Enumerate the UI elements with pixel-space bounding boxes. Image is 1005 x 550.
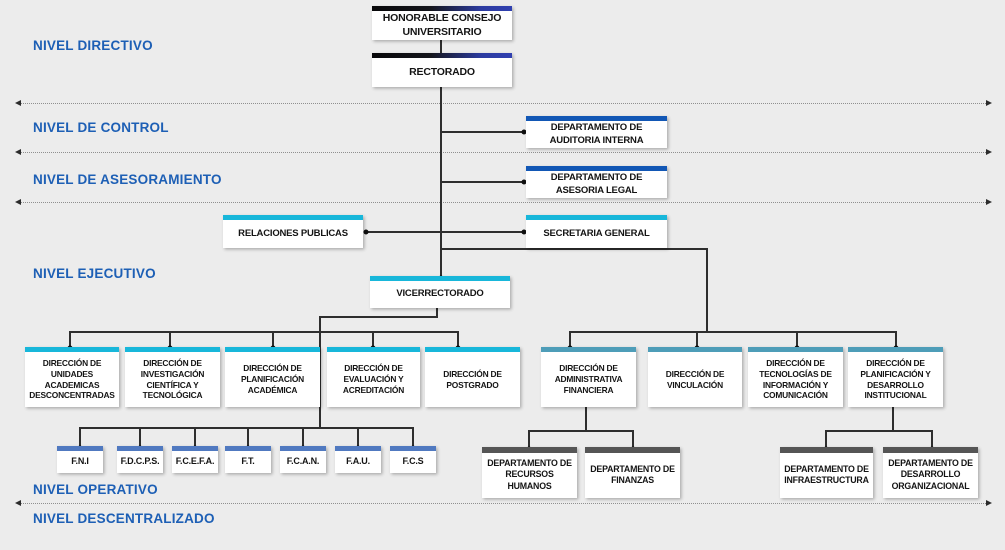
connector-line bbox=[247, 427, 249, 447]
org-node-departamento-finanzas: DEPARTAMENTO DE FINANZAS bbox=[585, 447, 680, 498]
org-node-departamento-asesoria-legal: DEPARTAMENTO DE ASESORIA LEGAL bbox=[526, 166, 667, 198]
level-divider bbox=[17, 152, 990, 153]
connector-line bbox=[569, 331, 897, 333]
accent-bar-teal bbox=[648, 347, 742, 352]
accent-bar-cyan bbox=[370, 276, 510, 281]
divider-left-arrow-icon bbox=[12, 199, 21, 205]
org-node-facultad-fau: F.A.U. bbox=[335, 446, 381, 473]
divider-left-arrow-icon bbox=[12, 500, 21, 506]
connector-line bbox=[706, 248, 708, 332]
accent-bar-facblue bbox=[225, 446, 271, 451]
org-node-direccion-planificacion-desarrollo: DIRECCIÓN DE PLANIFICACIÓN Y DESARROLLO INSTITUCIONAL bbox=[848, 347, 943, 407]
level-divider bbox=[17, 202, 990, 203]
org-node-facultad-fdcps: F.D.C.P.S. bbox=[117, 446, 163, 473]
accent-bar-cyan bbox=[526, 215, 667, 220]
org-node-relaciones-publicas: RELACIONES PUBLICAS bbox=[223, 215, 363, 248]
accent-bar-blue bbox=[526, 166, 667, 171]
org-node-facultad-fcs: F.C.S bbox=[390, 446, 436, 473]
accent-bar-facblue bbox=[57, 446, 103, 451]
accent-bar-cyan bbox=[425, 347, 520, 352]
org-node-departamento-desarrollo-organizacional: DEPARTAMENTO DE DESARROLLO ORGANIZACIONAL bbox=[883, 447, 978, 498]
org-node-direccion-vinculacion: DIRECCIÓN DE VINCULACIÓN bbox=[648, 347, 742, 407]
connector-line bbox=[825, 430, 827, 448]
accent-bar-gray bbox=[585, 447, 680, 453]
accent-bar-facblue bbox=[117, 446, 163, 451]
accent-bar-facblue bbox=[280, 446, 326, 451]
accent-bar-teal bbox=[848, 347, 943, 352]
accent-bar-gray bbox=[780, 447, 873, 453]
divider-right-arrow-icon bbox=[986, 100, 995, 106]
connector-line bbox=[931, 430, 933, 448]
org-node-departamento-infraestructura: DEPARTAMENTO DE INFRAESTRUCTURA bbox=[780, 447, 873, 498]
connector-line bbox=[194, 427, 196, 447]
level-label-asesoramiento: NIVEL DE ASESORAMIENTO bbox=[33, 172, 222, 187]
connector-line bbox=[440, 181, 526, 183]
org-node-direccion-postgrado: DIRECCIÓN DE POSTGRADO bbox=[425, 347, 520, 407]
accent-bar-cyan bbox=[223, 215, 363, 220]
divider-left-arrow-icon bbox=[12, 149, 21, 155]
org-node-departamento-recursos-humanos: DEPARTAMENTO DE RECURSOS HUMANOS bbox=[482, 447, 577, 498]
accent-bar-blue bbox=[526, 116, 667, 121]
org-node-facultad-fni: F.N.I bbox=[57, 446, 103, 473]
org-node-honorable-consejo-universitario: HONORABLE CONSEJO UNIVERSITARIO bbox=[372, 6, 512, 40]
accent-bar-gray bbox=[482, 447, 577, 453]
accent-bar-navy bbox=[372, 53, 512, 58]
connector-line bbox=[364, 231, 526, 233]
org-node-direccion-tecnologias: DIRECCIÓN DE TECNOLOGÍAS DE INFORMACIÓN Y COMUNICACIÓN bbox=[748, 347, 843, 407]
connector-line bbox=[440, 131, 526, 133]
org-node-facultad-fcefa: F.C.E.F.A. bbox=[172, 446, 218, 473]
accent-bar-cyan bbox=[125, 347, 220, 352]
level-label-directivo: NIVEL DIRECTIVO bbox=[33, 38, 153, 53]
accent-bar-navy bbox=[372, 6, 512, 11]
connector-line bbox=[632, 430, 634, 448]
connector-line bbox=[302, 427, 304, 447]
connector-line bbox=[585, 407, 587, 431]
level-divider bbox=[17, 103, 990, 104]
accent-bar-facblue bbox=[390, 446, 436, 451]
connector-line bbox=[357, 427, 359, 447]
connector-line bbox=[320, 316, 438, 318]
accent-bar-teal bbox=[541, 347, 636, 352]
accent-bar-cyan bbox=[25, 347, 119, 352]
org-node-direccion-unidades-academicas: DIRECCIÓN DE UNIDADES ACADEMICAS DESCONCENTRADAS bbox=[25, 347, 119, 407]
org-node-direccion-investigacion: DIRECCIÓN DE INVESTIGACIÓN CIENTÍFICA Y TECNOLÓGICA bbox=[125, 347, 220, 407]
junction-dot bbox=[364, 230, 369, 235]
connector-line bbox=[440, 40, 442, 53]
connector-line bbox=[528, 430, 530, 448]
org-node-direccion-administrativa-financiera: DIRECCIÓN DE ADMINISTRATIVA FINANCIERA bbox=[541, 347, 636, 407]
org-node-facultad-fcan: F.C.A.N. bbox=[280, 446, 326, 473]
accent-bar-gray bbox=[883, 447, 978, 453]
org-node-direccion-planificacion-academica: DIRECCIÓN DE PLANIFICACIÓN ACADÉMICA bbox=[225, 347, 320, 407]
level-label-descentralizado: NIVEL DESCENTRALIZADO bbox=[33, 511, 215, 526]
level-label-ejecutivo: NIVEL EJECUTIVO bbox=[33, 266, 156, 281]
org-node-departamento-auditoria-interna: DEPARTAMENTO DE AUDITORIA INTERNA bbox=[526, 116, 667, 148]
org-node-vicerrectorado: VICERRECTORADO bbox=[370, 276, 510, 308]
org-node-rectorado: RECTORADO bbox=[372, 53, 512, 87]
connector-line bbox=[825, 430, 932, 432]
divider-right-arrow-icon bbox=[986, 149, 995, 155]
accent-bar-facblue bbox=[335, 446, 381, 451]
org-node-direccion-evaluacion: DIRECCIÓN DE EVALUACIÓN Y ACREDITACIÓN bbox=[327, 347, 420, 407]
level-label-control: NIVEL DE CONTROL bbox=[33, 120, 169, 135]
org-node-secretaria-general: SECRETARIA GENERAL bbox=[526, 215, 667, 248]
connector-line bbox=[412, 427, 414, 447]
accent-bar-cyan bbox=[327, 347, 420, 352]
connector-line bbox=[79, 427, 81, 447]
connector-line bbox=[528, 430, 634, 432]
accent-bar-cyan bbox=[225, 347, 320, 352]
org-node-facultad-ft: F.T. bbox=[225, 446, 271, 473]
level-divider bbox=[17, 503, 990, 504]
connector-line bbox=[139, 427, 141, 447]
connector-line bbox=[892, 407, 894, 431]
connector-line bbox=[69, 331, 459, 333]
accent-bar-teal bbox=[748, 347, 843, 352]
divider-right-arrow-icon bbox=[986, 199, 995, 205]
divider-right-arrow-icon bbox=[986, 500, 995, 506]
connector-line bbox=[440, 248, 707, 250]
level-label-operativo: NIVEL OPERATIVO bbox=[33, 482, 158, 497]
accent-bar-facblue bbox=[172, 446, 218, 451]
divider-left-arrow-icon bbox=[12, 100, 21, 106]
